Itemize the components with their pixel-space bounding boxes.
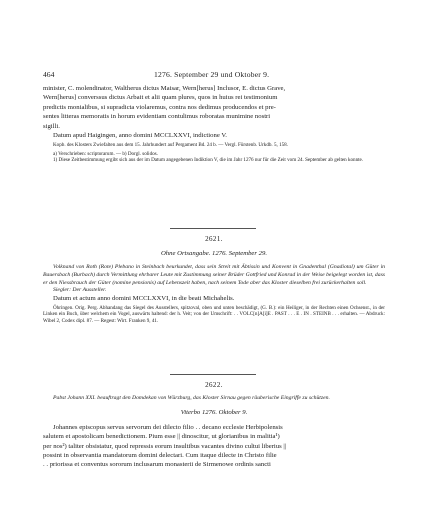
source-note: Kopb. des Klosters Zwiefalten aus dem 15. Jahrhundert auf Pergament Bd. 24 b. — Vergl. Fürstenb. Urkdb. 5, 158. xyxy=(53,142,288,149)
text-line: minister, C. molendinator, Waltherus dictus Maisar, Wern[herus] Inclusor, E. dictus Grave, xyxy=(43,85,286,92)
text-line: . . priorissa et conventus sororum inclusarum monasterii de Sirmenowe ordinis sancti xyxy=(43,461,271,469)
running-title: 1276. September 29 und Oktober 9. xyxy=(154,70,270,79)
place-date: Ohne Ortsangabe. 1276. September 29. xyxy=(160,250,268,257)
text-line: possint in observantia mandatorum domini delectari. Cum itaque dilecte in Christo filie xyxy=(43,451,277,459)
text-line: sentes litteras memoratis in horum evidentiam contulimus roboratas munimine nostri xyxy=(43,113,271,121)
document-2621 xyxy=(43,235,385,324)
datum-line: Datum et actum anno domini MCCLXXVI, in die beati Michahelis. xyxy=(53,295,235,303)
continuation-text xyxy=(43,84,385,164)
footnote-1: 1) Diese Zeitbestimmung ergibt sich aus der im Datum angegebenen Indiktion V, die im Jahr 1276 nur für die Zeit vom 24. September ab gelten konnte. xyxy=(53,157,364,164)
siegler: Siegler: Der Aussteller. xyxy=(53,287,107,294)
page-number: 464 xyxy=(43,70,55,79)
datum-line: Datum apud Haigingen, anno domini MCCLXXVI, indictione V. xyxy=(53,132,227,140)
regest: Volknand von Roth (Rote) Plebano in Steinbach beurkundet, dass sein Streit mit Äbtissin und Konvent in Gnadenthal (Gnadiotal) um Güter in Bauersbach (Burbach) durch Vermittlung ehrbarer Leute mit Zustimmung seiner Brüder Gottfried und Konrad in der Weise beigelegt worden ist, dass er den Niessbrauch der Güter (nomine pensionis) auf Lebenszeit haben, nach seinem Tode aber das Kloster dieselben frei zurückerhalten soll. xyxy=(43,264,385,286)
separator-rule xyxy=(170,374,256,375)
charter-text xyxy=(43,423,385,470)
document-number: 2621. xyxy=(205,235,223,243)
regest: Pabst Johann XXI. beauftragt den Domdekan von Würzburg, das Kloster Sirnau gegen räuberische Eingriffe zu schützen. xyxy=(53,395,330,401)
text-line: sigilli. xyxy=(43,122,60,130)
text-line: salutem et apostolicam benedictionem. Pium esse || dinoscitur, ut glorianibus in malitia¹) xyxy=(43,433,280,441)
place-date: Viterbo 1276. Oktober 9. xyxy=(180,409,248,417)
text-line: per nos²) taliter obsistatur, quod repressis eorum insultibus vacantes divino cultui liberius || xyxy=(43,442,287,450)
archival-note: Öhringen. Orig. Perg. Abhandang das Siegel des Ausstellers, spitzoval, oben und unten beschädigt, (G. B.): ein Heiliger, in der Rechten einen Ochsenst., in der Linken ein Buch, über welchem ein Vogel, auswärts haltend: der h. Veit; von der Umschrift: . . VOLC[n]A[i]E . PAST . . . E . IN . STEINB . . . erhalten. — Abdruck: Wibel 2, Codex dipl. 87. — Regest: Wirt. Franken 9, 41. xyxy=(43,304,385,324)
text-line: predictis monialibus, si supradicta violaremus, contra nos dedimus producendos et pre- xyxy=(43,103,276,111)
document-number: 2622. xyxy=(205,381,223,389)
footnote-a: a) Verschrieben: scriptorarum. — b) Dorgl. solidos. xyxy=(53,150,158,157)
separator-rule xyxy=(170,228,256,229)
text-line: Johannes episcopus servus servorum dei dilecto filio . . decano ecclesie Herbipolensis xyxy=(53,423,283,431)
text-line: Wern[herus] converssus dictus Arbait et alii quam plures, quos in huius rei testimonium xyxy=(43,94,278,102)
document-2622 xyxy=(43,381,385,470)
